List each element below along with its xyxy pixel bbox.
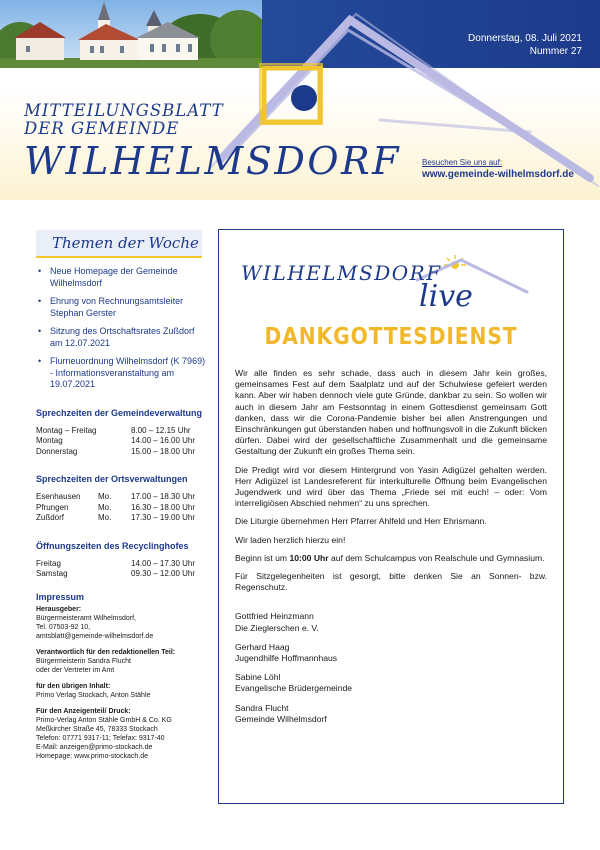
schedule-day: Freitag bbox=[36, 558, 61, 568]
impressum-line: Tel. 07503-92 10, bbox=[36, 623, 91, 631]
impressum-ads bbox=[36, 707, 206, 761]
paragraph-text: auf dem Schulcampus von Realschule und Gymnasium. bbox=[328, 552, 545, 563]
signature-name: Sabine Löhl bbox=[235, 672, 281, 683]
schedule-time: 16.30 – 18.00 Uhr bbox=[131, 502, 196, 512]
schedule-row bbox=[36, 559, 206, 570]
impressum-label: Für den Anzeigenteil/ Druck: bbox=[36, 707, 131, 715]
issue-date: Donnerstag, 08. Juli 2021 bbox=[468, 33, 582, 44]
schedule-time: 14.00 – 17.30 Uhr bbox=[131, 558, 196, 568]
paragraph: Wir alle finden es sehr schade, dass auch in diesem Jahr kein großes, gemeinsames Fest auf dem Saalplatz und auf der Schulwiese gefeiert werden kann. Aber wir haben dennoch viele gute Gründe, dankbar zu sein. So wollen wir auch in diesem Jahr am Festsonntag in einem Gottesdienst gemeinsam Gott danken, dass wir die Corona-Pandemie bisher bei allen Anstrengungen und Einschränkungen gut überstanden haben und hoffnungsvoll in die Zukunft blicken dürfen. Dabei wird der gesellschaftliche Zusammenhalt und die gemeinsame Gestaltung der Zukunft ein großes Thema sein. bbox=[235, 368, 547, 457]
schedule-row bbox=[36, 503, 206, 514]
signature-org: Jugendhilfe Hoffmannhaus bbox=[235, 653, 338, 664]
schedule-time: 09.30 – 12.00 Uhr bbox=[131, 569, 196, 578]
schedule-day: Samstag bbox=[36, 569, 68, 578]
article-headline: DANKGOTTESDIENST bbox=[264, 324, 518, 350]
schedule-row bbox=[36, 436, 206, 447]
paragraph bbox=[235, 553, 547, 564]
impressum-line: Primo-Verlag Anton Stähle GmbH & Co. KG bbox=[36, 716, 172, 724]
paragraph-text: Beginn ist um bbox=[235, 552, 290, 563]
impressum-line: Bürgermeisterin Sandra Flucht bbox=[36, 657, 131, 665]
themen-heading: Themen der Woche bbox=[36, 230, 202, 258]
schedule-time: 8.00 – 12.15 Uhr bbox=[131, 425, 191, 435]
website-info bbox=[422, 158, 574, 180]
impressum-publisher bbox=[36, 605, 206, 641]
themen-item: • Neue Homepage der Gemeinde Wilhelmsdorf bbox=[36, 266, 206, 289]
signature-name: Sandra Flucht bbox=[235, 702, 289, 713]
signature bbox=[235, 672, 547, 694]
website-link[interactable]: www.gemeinde-wilhelmsdorf.de bbox=[422, 169, 574, 180]
title-line-1: MITTEILUNGSBLATT bbox=[24, 101, 224, 120]
paragraph: Wir laden herzlich hierzu ein! bbox=[235, 534, 346, 545]
impressum-other bbox=[36, 682, 206, 700]
impressum-label: für den übrigen Inhalt: bbox=[36, 682, 111, 690]
schedule-day: Donnerstag bbox=[36, 446, 78, 456]
schedule-day: Mo. bbox=[98, 492, 112, 501]
impressum-line: Meßkircher Straße 45, 78333 Stockach bbox=[36, 725, 158, 733]
paragraph: Für Sitzgelegenheiten ist gesorgt, bitte denken Sie an Sonnen- bzw. Regenschutz. bbox=[235, 571, 547, 593]
signature-org: Gemeinde Wilhelmsdorf bbox=[235, 713, 327, 724]
masthead-title bbox=[24, 102, 401, 182]
article-box bbox=[218, 229, 564, 804]
schedule-time: 14.00 – 16.00 Uhr bbox=[131, 436, 196, 445]
schedule-row bbox=[36, 569, 206, 580]
website-note: Besuchen Sie uns auf: bbox=[422, 158, 503, 167]
signature bbox=[235, 703, 547, 725]
paragraph: Die Predigt wird vor diesem Hintergrund von Yasin Adigüzel gehalten werden. Herr Adigüzel ist Landesreferent für interkulturelle Öffnung beim Evangelischen Jugendwerk und wird über das Thema „Friede sei mit euch! – oder: Vom interreligiösen Abschied nehmen“ zu uns sprechen. bbox=[235, 464, 547, 509]
schedule-place: Pfrungen bbox=[36, 502, 69, 512]
wilhelmsdorf-live-logo bbox=[241, 252, 531, 312]
themen-item: • Flurneuordnung Wilhelmsdorf (K 7969) - Informationsveranstaltung am 19.07.2021 bbox=[36, 356, 206, 391]
schedule-time: 17.30 – 19.00 Uhr bbox=[131, 513, 196, 522]
schedule-time: 15.00 – 18.00 Uhr bbox=[131, 446, 196, 456]
logo-word: WILHELMSDORF bbox=[241, 261, 442, 285]
masthead bbox=[0, 0, 600, 200]
schedule-day: Mo. bbox=[98, 513, 112, 522]
themen-item: • Sitzung des Ortschaftsrates Zußdorf am 12.07.2021 bbox=[36, 326, 206, 349]
impressum-editorial bbox=[36, 648, 206, 675]
orts-heading: Sprechzeiten der Ortsverwaltungen bbox=[36, 474, 188, 484]
schedule-place: Esenhausen bbox=[36, 492, 81, 501]
schedule-day: Montag bbox=[36, 436, 63, 445]
orts-schedule bbox=[36, 492, 206, 524]
impressum-line: Telefon: 07771 9317-11; Telefax: 9317-40 bbox=[36, 734, 165, 742]
signature-org: Die Zieglerschen e. V. bbox=[235, 622, 319, 633]
paragraph: Die Liturgie übernehmen Herr Pfarrer Ahlfeld und Herr Ehrismann. bbox=[235, 516, 487, 527]
schedule-row bbox=[36, 513, 206, 524]
article-body bbox=[235, 368, 547, 733]
issue-number: Nummer 27 bbox=[529, 46, 582, 57]
impressum-heading: Impressum bbox=[36, 591, 85, 602]
schedule-row bbox=[36, 492, 206, 503]
schedule-time: 17.00 – 18.30 Uhr bbox=[131, 492, 196, 501]
schedule-day: Montag – Freitag bbox=[36, 425, 97, 435]
impressum-line: Bürgermeisteramt Wilhelmsdorf, bbox=[36, 614, 136, 622]
recycling-schedule bbox=[36, 559, 206, 580]
impressum-email[interactable]: E-Mail: anzeigen@primo-stockach.de bbox=[36, 743, 153, 751]
signature-org: Evangelische Brüdergemeinde bbox=[235, 683, 353, 694]
recycling-heading: Öffnungszeiten des Recyclinghofes bbox=[36, 540, 189, 551]
impressum-line: Primo Verlag Stockach, Anton Stähle bbox=[36, 691, 151, 699]
impressum-label: Verantwortlich für den redaktionellen Teil: bbox=[36, 648, 176, 656]
start-time: 10:00 Uhr bbox=[289, 552, 329, 563]
schedule-row bbox=[36, 426, 206, 437]
impressum-line: oder der Vertreter im Amt bbox=[36, 666, 115, 674]
issue-info bbox=[468, 32, 582, 58]
themen-item: • Ehrung von Rechnungsamtsleiter Stephan Gerster bbox=[36, 296, 206, 319]
signature bbox=[235, 642, 547, 664]
title-line-2: DER GEMEINDE bbox=[24, 119, 180, 138]
schedule-row bbox=[36, 447, 206, 458]
impressum-email[interactable]: amtsblatt@gemeinde-wilhelmsdorf.de bbox=[36, 632, 154, 640]
themen-list bbox=[36, 266, 206, 391]
signature-name: Gottfried Heinzmann bbox=[235, 611, 314, 622]
schedule-day: Mo. bbox=[98, 502, 112, 512]
verwaltung-heading: Sprechzeiten der Gemeindeverwaltung bbox=[36, 407, 203, 418]
signature-name: Gerhard Haag bbox=[235, 641, 290, 652]
verwaltung-schedule bbox=[36, 426, 206, 458]
impressum-homepage[interactable]: Homepage: www.primo-stockach.de bbox=[36, 752, 149, 760]
impressum-label: Herausgeber: bbox=[36, 605, 82, 613]
title-main: WILHELMSDORF bbox=[24, 139, 401, 183]
schedule-place: Zußdorf bbox=[36, 513, 65, 522]
logo-script: live bbox=[419, 279, 473, 312]
sidebar bbox=[36, 230, 206, 761]
signature bbox=[235, 611, 547, 633]
